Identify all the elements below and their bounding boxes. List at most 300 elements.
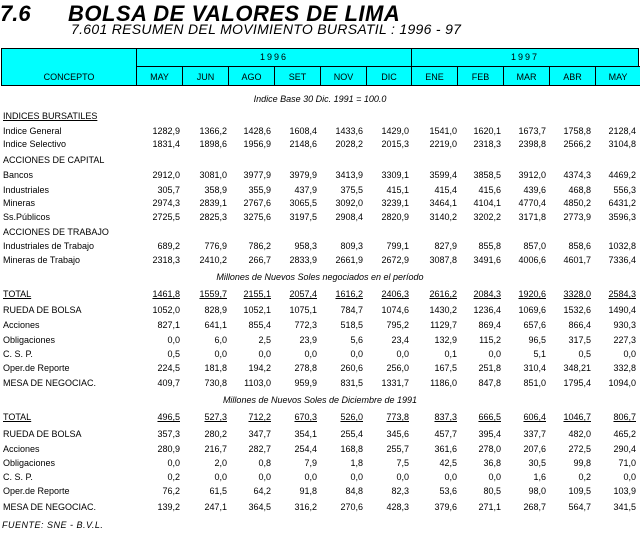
cell-value: 959,9 — [294, 378, 317, 388]
cell-value: 866,4 — [568, 320, 591, 330]
cell-value: 0,0 — [258, 472, 271, 482]
cell-value: 1608,4 — [289, 126, 317, 136]
cell-value: 2057,4 — [289, 289, 317, 299]
cell-value: 857,0 — [523, 241, 546, 251]
cell-value: 53,6 — [439, 486, 457, 496]
cell-value: 282,7 — [248, 444, 271, 454]
cell-value: 2908,4 — [335, 212, 363, 222]
source-footer: FUENTE: SNE - B.V.L. — [2, 520, 104, 530]
header-concepto-label: CONCEPTO — [43, 72, 95, 82]
cell-value: 799,1 — [386, 241, 409, 251]
cell-value: 2974,3 — [152, 198, 180, 208]
cell-value: 7336,4 — [608, 255, 636, 265]
row-label: INDICES BURSATILES — [3, 111, 98, 121]
cell-value: 2825,3 — [199, 212, 227, 222]
cell-value: 784,7 — [340, 305, 363, 315]
table-row — [0, 361, 640, 375]
cell-value: 317,5 — [568, 335, 591, 345]
cell-value: 1069,6 — [518, 305, 546, 315]
cell-value: 3171,8 — [518, 212, 546, 222]
table-row — [0, 225, 640, 239]
cell-value: 64,2 — [253, 486, 271, 496]
cell-value: 851,0 — [523, 378, 546, 388]
cell-value: 23,4 — [391, 335, 409, 345]
header-year-1997 — [411, 48, 639, 67]
cell-value: 1075,1 — [289, 305, 317, 315]
cell-value: 4850,2 — [563, 198, 591, 208]
cell-value: 855,4 — [248, 320, 271, 330]
cell-value: 4601,7 — [563, 255, 591, 265]
table-row — [0, 153, 640, 167]
table-row — [0, 124, 640, 138]
cell-value: 96,5 — [528, 335, 546, 345]
cell-value: 2661,9 — [335, 255, 363, 265]
cell-value: 3065,5 — [289, 198, 317, 208]
cell-value: 194,2 — [248, 363, 271, 373]
cell-value: 2616,2 — [429, 289, 457, 299]
cell-value: 2406,3 — [381, 289, 409, 299]
cell-value: 564,7 — [568, 502, 591, 512]
cell-value: 0,0 — [304, 472, 317, 482]
cell-value: 712,2 — [248, 412, 271, 422]
cell-value: 3275,6 — [243, 212, 271, 222]
table-row — [0, 470, 640, 484]
row-label: Industriales de Trabajo — [3, 241, 95, 251]
cell-value: 167,5 — [434, 363, 457, 373]
cell-value: 1094,0 — [608, 378, 636, 388]
cell-value: 773,8 — [386, 412, 409, 422]
cell-value: 4104,1 — [473, 198, 501, 208]
cell-value: 290,4 — [613, 444, 636, 454]
cell-value: 280,9 — [157, 444, 180, 454]
cell-value: 869,4 — [478, 320, 501, 330]
cell-value: 0,2 — [578, 472, 591, 482]
cell-value: 103,9 — [613, 486, 636, 496]
cell-value: 930,3 — [613, 320, 636, 330]
cell-value: 3309,1 — [381, 170, 409, 180]
cell-value: 23,9 — [299, 335, 317, 345]
cell-value: 666,5 — [478, 412, 501, 422]
row-label: Ss.Públicos — [3, 212, 51, 222]
cell-value: 2839,1 — [199, 198, 227, 208]
cell-value: 0,0 — [304, 349, 317, 359]
cell-value: 1331,7 — [381, 378, 409, 388]
cell-value: 468,8 — [568, 185, 591, 195]
cell-value: 1920,6 — [518, 289, 546, 299]
cell-value: 806,7 — [613, 412, 636, 422]
cell-value: 2672,9 — [381, 255, 409, 265]
header-year-1996 — [136, 48, 412, 67]
cell-value: 0,0 — [258, 349, 271, 359]
cell-value: 527,3 — [204, 412, 227, 422]
cell-value: 7,9 — [304, 458, 317, 468]
cell-value: 1559,7 — [199, 289, 227, 299]
cell-value: 409,7 — [157, 378, 180, 388]
cell-value: 415,6 — [478, 185, 501, 195]
cell-value: 526,0 — [340, 412, 363, 422]
row-label: Mineras — [3, 198, 36, 208]
note-indice-base: Indice Base 30 Dic. 1991 = 100.0 — [253, 94, 387, 104]
cell-value: 332,8 — [613, 363, 636, 373]
month-header-6: ENE — [411, 66, 458, 86]
cell-value: 786,2 — [248, 241, 271, 251]
cell-value: 1052,1 — [243, 305, 271, 315]
cell-value: 266,7 — [248, 255, 271, 265]
table-row — [0, 183, 640, 197]
cell-value: 82,3 — [391, 486, 409, 496]
year-1996-label: 1996 — [259, 52, 289, 62]
cell-value: 91,8 — [299, 486, 317, 496]
cell-value: 254,4 — [294, 444, 317, 454]
row-label: ACCIONES DE TRABAJO — [3, 227, 109, 237]
cell-value: 0,1 — [444, 349, 457, 359]
table-row — [0, 239, 640, 253]
cell-value: 847,8 — [478, 378, 501, 388]
cell-value: 1461,8 — [152, 289, 180, 299]
cell-value: 1532,6 — [563, 305, 591, 315]
cell-value: 457,7 — [434, 429, 457, 439]
cell-value: 2566,2 — [563, 139, 591, 149]
cell-value: 2725,5 — [152, 212, 180, 222]
month-header-4: NOV — [320, 66, 367, 86]
cell-value: 227,3 — [613, 335, 636, 345]
month-header-7: FEB — [457, 66, 504, 86]
cell-value: 3596,3 — [608, 212, 636, 222]
cell-value: 482,0 — [568, 429, 591, 439]
row-label: RUEDA DE BOLSA — [3, 429, 82, 439]
cell-value: 4469,2 — [608, 170, 636, 180]
cell-value: 1898,6 — [199, 139, 227, 149]
cell-value: 0,0 — [623, 349, 636, 359]
cell-value: 2128,4 — [608, 126, 636, 136]
cell-value: 0,0 — [444, 472, 457, 482]
cell-value: 2912,0 — [152, 170, 180, 180]
row-label: Oper.de Reporte — [3, 363, 70, 373]
cell-value: 109,5 — [568, 486, 591, 496]
cell-value: 216,7 — [204, 444, 227, 454]
row-label: ACCIONES DE CAPITAL — [3, 155, 105, 165]
cell-value: 268,7 — [523, 502, 546, 512]
cell-value: 3140,2 — [429, 212, 457, 222]
cell-value: 415,1 — [386, 185, 409, 195]
cell-value: 428,3 — [386, 502, 409, 512]
table-row — [0, 376, 640, 390]
cell-value: 0,0 — [214, 349, 227, 359]
row-label: TOTAL — [3, 289, 32, 299]
cell-value: 795,2 — [386, 320, 409, 330]
cell-value: 1673,7 — [518, 126, 546, 136]
cell-value: 280,2 — [204, 429, 227, 439]
cell-value: 80,5 — [483, 486, 501, 496]
table-row — [0, 318, 640, 332]
table-row — [0, 500, 640, 514]
cell-value: 1428,6 — [243, 126, 271, 136]
cell-value: 1366,2 — [199, 126, 227, 136]
cell-value: 606,4 — [523, 412, 546, 422]
table-row — [0, 427, 640, 441]
cell-value: 2028,2 — [335, 139, 363, 149]
cell-value: 0,8 — [258, 458, 271, 468]
cell-value: 3413,9 — [335, 170, 363, 180]
cell-value: 84,8 — [345, 486, 363, 496]
cell-value: 0,0 — [488, 349, 501, 359]
cell-value: 61,5 — [209, 486, 227, 496]
cell-value: 4374,3 — [563, 170, 591, 180]
row-label: C. S. P. — [3, 472, 33, 482]
cell-value: 1032,8 — [608, 241, 636, 251]
month-header-0: MAY — [136, 66, 183, 86]
cell-value: 4006,6 — [518, 255, 546, 265]
table-row — [0, 168, 640, 182]
cell-value: 858,6 — [568, 241, 591, 251]
cell-value: 6,0 — [214, 335, 227, 345]
cell-value: 831,5 — [340, 378, 363, 388]
cell-value: 2820,9 — [381, 212, 409, 222]
cell-value: 1,8 — [350, 458, 363, 468]
cell-value: 439,6 — [523, 185, 546, 195]
cell-value: 1620,1 — [473, 126, 501, 136]
cell-value: 260,6 — [340, 363, 363, 373]
cell-value: 375,5 — [340, 185, 363, 195]
table-row — [0, 410, 640, 424]
cell-value: 3197,5 — [289, 212, 317, 222]
cell-value: 7,5 — [396, 458, 409, 468]
cell-value: 355,9 — [248, 185, 271, 195]
cell-value: 809,3 — [340, 241, 363, 251]
cell-value: 256,0 — [386, 363, 409, 373]
table-row — [0, 347, 640, 361]
cell-value: 348,21 — [563, 363, 591, 373]
cell-value: 379,6 — [434, 502, 457, 512]
note-millones-periodo: Millones de Nuevos Soles negociados en el período — [216, 272, 424, 282]
cell-value: 354,1 — [294, 429, 317, 439]
note-millones-dic91: Millones de Nuevos Soles de Diciembre de 1991 — [222, 395, 418, 405]
cell-value: 3979,9 — [289, 170, 317, 180]
cell-value: 255,4 — [340, 429, 363, 439]
row-label: Mineras de Trabajo — [3, 255, 81, 265]
cell-value: 1616,2 — [335, 289, 363, 299]
cell-value: 3599,4 — [429, 170, 457, 180]
table-row — [0, 210, 640, 224]
cell-value: 465,2 — [613, 429, 636, 439]
row-label: Indice General — [3, 126, 62, 136]
cell-value: 776,9 — [204, 241, 227, 251]
cell-value: 115,2 — [479, 335, 501, 345]
cell-value: 357,3 — [157, 429, 180, 439]
cell-value: 2767,6 — [243, 198, 271, 208]
page-subtitle: 7.601 RESUMEN DEL MOVIMIENTO BURSATIL : 1996 - 97 — [71, 21, 462, 37]
cell-value: 3104,8 — [608, 139, 636, 149]
cell-value: 0,2 — [167, 472, 180, 482]
cell-value: 3977,9 — [243, 170, 271, 180]
cell-value: 3491,6 — [473, 255, 501, 265]
cell-value: 42,5 — [439, 458, 457, 468]
cell-value: 518,5 — [340, 320, 363, 330]
cell-value: 2015,3 — [381, 139, 409, 149]
cell-value: 247,1 — [204, 502, 227, 512]
cell-value: 316,2 — [294, 502, 317, 512]
cell-value: 168,8 — [340, 444, 363, 454]
cell-value: 2773,9 — [563, 212, 591, 222]
cell-value: 3328,0 — [563, 289, 591, 299]
table-row — [0, 303, 640, 317]
page-title: BOLSA DE VALORES DE LIMA — [68, 1, 401, 26]
cell-value: 0,0 — [396, 349, 409, 359]
cell-value: 1186,0 — [430, 378, 457, 388]
cell-value: 1831,4 — [152, 139, 180, 149]
row-label: Obligaciones — [3, 458, 56, 468]
cell-value: 1074,6 — [381, 305, 409, 315]
cell-value: 358,9 — [204, 185, 227, 195]
cell-value: 0,0 — [623, 472, 636, 482]
cell-value: 1758,8 — [563, 126, 591, 136]
cell-value: 2219,0 — [429, 139, 457, 149]
month-header-2: AGO — [228, 66, 275, 86]
cell-value: 0,0 — [396, 472, 409, 482]
row-label: Acciones — [3, 444, 40, 454]
row-label: Bancos — [3, 170, 34, 180]
cell-value: 0,0 — [350, 349, 363, 359]
cell-value: 415,4 — [434, 185, 457, 195]
cell-value: 361,6 — [434, 444, 457, 454]
cell-value: 0,0 — [214, 472, 227, 482]
cell-value: 98,0 — [528, 486, 546, 496]
cell-value: 1129,7 — [430, 320, 457, 330]
cell-value: 1429,0 — [381, 126, 409, 136]
cell-value: 772,3 — [294, 320, 317, 330]
cell-value: 1490,4 — [608, 305, 636, 315]
month-header-5: DIC — [366, 66, 412, 86]
cell-value: 255,7 — [386, 444, 409, 454]
month-header-8: MAR — [503, 66, 550, 86]
year-1997-label: 1997 — [510, 52, 540, 62]
cell-value: 0,0 — [350, 472, 363, 482]
header-concepto — [1, 48, 137, 86]
cell-value: 2410,2 — [199, 255, 227, 265]
cell-value: 0,0 — [167, 458, 180, 468]
cell-value: 828,9 — [204, 305, 227, 315]
cell-value: 3858,5 — [473, 170, 501, 180]
cell-value: 224,5 — [157, 363, 180, 373]
cell-value: 827,1 — [157, 320, 180, 330]
cell-value: 3087,8 — [429, 255, 457, 265]
cell-value: 337,7 — [523, 429, 546, 439]
table-row — [0, 196, 640, 210]
row-label: RUEDA DE BOLSA — [3, 305, 82, 315]
row-label: Industriales — [3, 185, 50, 195]
cell-value: 3081,0 — [199, 170, 227, 180]
cell-value: 657,6 — [523, 320, 546, 330]
cell-value: 2398,8 — [518, 139, 546, 149]
cell-value: 1541,0 — [429, 126, 457, 136]
cell-value: 2084,3 — [473, 289, 501, 299]
cell-value: 395,4 — [478, 429, 501, 439]
cell-value: 641,1 — [204, 320, 227, 330]
row-label: MESA DE NEGOCIAC. — [3, 502, 97, 512]
cell-value: 1956,9 — [243, 139, 271, 149]
table-row — [0, 287, 640, 301]
cell-value: 0,0 — [488, 472, 501, 482]
cell-value: 278,8 — [294, 363, 317, 373]
row-label: Acciones — [3, 320, 40, 330]
cell-value: 1,6 — [533, 472, 546, 482]
cell-value: 99,8 — [573, 458, 591, 468]
row-label: C. S. P. — [3, 349, 33, 359]
cell-value: 310,4 — [523, 363, 546, 373]
cell-value: 556,3 — [613, 185, 636, 195]
table-row — [0, 333, 640, 347]
cell-value: 2155,1 — [243, 289, 271, 299]
cell-value: 855,8 — [478, 241, 501, 251]
cell-value: 6431,2 — [608, 198, 636, 208]
cell-value: 496,5 — [157, 412, 180, 422]
cell-value: 730,8 — [204, 378, 227, 388]
row-label: Indice Selectivo — [3, 139, 67, 149]
table-row — [0, 484, 640, 498]
cell-value: 2318,3 — [473, 139, 501, 149]
cell-value: 5,6 — [350, 335, 363, 345]
cell-value: 364,5 — [248, 502, 271, 512]
cell-value: 3239,1 — [381, 198, 409, 208]
cell-value: 670,3 — [294, 412, 317, 422]
month-header-3: SET — [274, 66, 321, 86]
cell-value: 1282,9 — [152, 126, 180, 136]
table-row — [0, 456, 640, 470]
cell-value: 689,2 — [157, 241, 180, 251]
month-header-10: MAY — [595, 66, 640, 86]
cell-value: 71,0 — [618, 458, 636, 468]
cell-value: 0,5 — [578, 349, 591, 359]
cell-value: 30,5 — [528, 458, 546, 468]
table-row — [0, 109, 640, 123]
row-label: Obligaciones — [3, 335, 56, 345]
month-header-1: JUN — [182, 66, 229, 86]
table-row — [0, 253, 640, 267]
cell-value: 76,2 — [162, 486, 180, 496]
cell-value: 181,8 — [204, 363, 227, 373]
cell-value: 3464,1 — [429, 198, 457, 208]
cell-value: 4770,4 — [518, 198, 546, 208]
cell-value: 1433,6 — [335, 126, 363, 136]
cell-value: 5,1 — [533, 349, 546, 359]
cell-value: 271,1 — [478, 502, 501, 512]
cell-value: 36,8 — [483, 458, 501, 468]
table-row — [0, 137, 640, 151]
cell-value: 207,6 — [523, 444, 546, 454]
table-number: 7.6 — [0, 1, 31, 26]
row-label: TOTAL — [3, 412, 32, 422]
row-label: Oper.de Reporte — [3, 486, 70, 496]
cell-value: 2148,6 — [289, 139, 317, 149]
cell-value: 341,5 — [613, 502, 636, 512]
cell-value: 272,5 — [568, 444, 591, 454]
cell-value: 2,0 — [214, 458, 227, 468]
cell-value: 3202,2 — [473, 212, 501, 222]
cell-value: 0,0 — [167, 335, 180, 345]
table-row — [0, 442, 640, 456]
cell-value: 0,5 — [167, 349, 180, 359]
cell-value: 1236,4 — [473, 305, 501, 315]
cell-value: 1052,0 — [152, 305, 180, 315]
cell-value: 345,6 — [386, 429, 409, 439]
cell-value: 3912,0 — [518, 170, 546, 180]
cell-value: 278,0 — [478, 444, 501, 454]
cell-value: 2318,3 — [152, 255, 180, 265]
cell-value: 132,9 — [434, 335, 457, 345]
cell-value: 1795,4 — [563, 378, 591, 388]
cell-value: 2584,3 — [608, 289, 636, 299]
cell-value: 827,9 — [434, 241, 457, 251]
